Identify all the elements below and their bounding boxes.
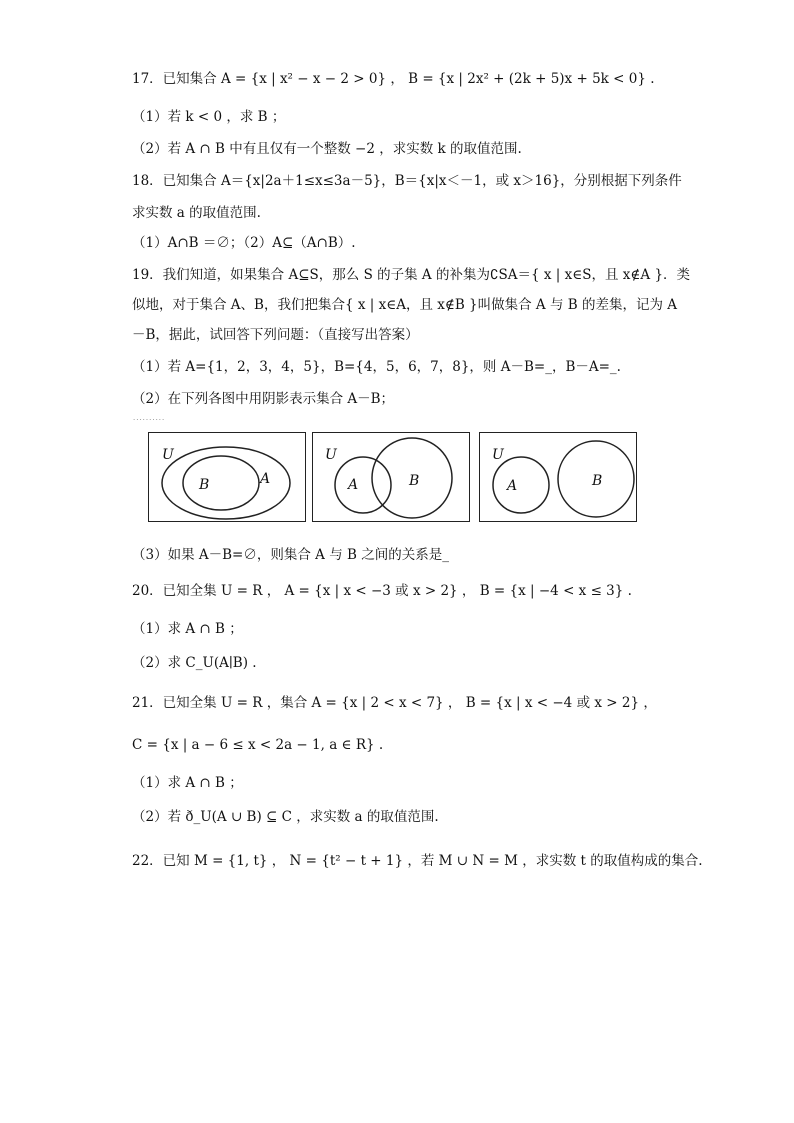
problem-21-part-2: （2）若 ð_U(A ∪ B) ⊆ C ，求实数 a 的取值范围.	[132, 809, 439, 825]
set-b-label: B	[199, 477, 210, 493]
set-b-ellipse	[183, 456, 259, 510]
set-a-label: A	[260, 471, 271, 487]
problem-19-stem-line-2: 似地，对于集合 A、B，我们把集合{ x | x∈A，且 x∉B }叫做集合 A 与 B 的差集，记为 A	[132, 297, 678, 313]
set-a-circle	[493, 457, 549, 513]
problem-21-stem-line-2: C = {x | a − 6 ≤ x < 2a − 1, a ∈ R} .	[132, 737, 384, 753]
problem-17-part-1: （1）若 k < 0 ，求 B ；	[132, 109, 286, 125]
problem-21-part-1: （1）求 A ∩ B ；	[132, 775, 243, 791]
problem-18-stem-line-2: 求实数 a 的取值范围.	[132, 205, 261, 221]
venn-diagram-subset	[148, 432, 306, 522]
universal-set-label: U	[492, 447, 504, 463]
problem-17-part-2: （2）若 A ∩ B 中有且仅有一个整数 −2 ，求实数 k 的取值范围.	[132, 141, 522, 157]
problem-18-stem-line-1: 18．已知集合 A＝{x|2a＋1≤x≤3a－5}，B＝{x|x＜－1，或 x＞16}，分别根据下列条件	[132, 173, 682, 189]
dotted-mark: ··········	[133, 416, 166, 424]
universal-set-label: U	[325, 447, 337, 463]
universal-set-label: U	[162, 447, 174, 463]
problem-19-stem-line-1: 19．我们知道，如果集合 A⊆S，那么 S 的子集 A 的补集为∁SA＝{ x | x∈S，且 x∉A }．类	[132, 267, 691, 283]
problem-22-stem: 22．已知 M = {1, t} ， N = {t² − t + 1} ，若 M ∪ N = M ，求实数 t 的取值构成的集合.	[132, 853, 703, 869]
problem-18-parts: （1）A∩B ＝∅；（2）A⊆（A∩B）.	[132, 235, 356, 251]
problem-19-part-3: （3）如果 A－B=∅，则集合 A 与 B 之间的关系是_	[132, 547, 449, 563]
problem-21-stem: 21．已知全集 U = R ，集合 A = {x | 2 < x < 7} ， B = {x | x < −4 或 x > 2} ，	[132, 695, 657, 711]
problem-19-part-2: （2）在下列各图中用阴影表示集合 A－B；	[132, 391, 395, 407]
problem-19-stem-line-3: －B，据此，试回答下列问题：（直接写出答案）	[132, 327, 419, 343]
set-b-label: B	[409, 473, 420, 489]
set-a-ellipse	[162, 447, 290, 519]
set-a-label: A	[348, 477, 359, 493]
problem-17-stem: 17．已知集合 A = {x | x² − x − 2 > 0} ， B = {x | 2x² + (2k + 5)x + 5k < 0} .	[132, 71, 655, 87]
problem-19-part-1: （1）若 A={1，2，3，4，5}，B={4，5，6，7，8}，则 A－B=_，B－A=_.	[132, 359, 621, 375]
problem-20-stem: 20．已知全集 U = R ， A = {x | x < −3 或 x > 2} ， B = {x | −4 < x ≤ 3} .	[132, 583, 632, 599]
problem-20-part-1: （1）求 A ∩ B ；	[132, 621, 243, 637]
set-b-label: B	[592, 473, 603, 489]
venn-diagram-overlap	[312, 432, 470, 522]
set-a-label: A	[507, 478, 518, 494]
venn-diagram-disjoint	[479, 432, 637, 522]
problem-20-part-2: （2）求 C_U(A∣B) .	[132, 655, 257, 671]
